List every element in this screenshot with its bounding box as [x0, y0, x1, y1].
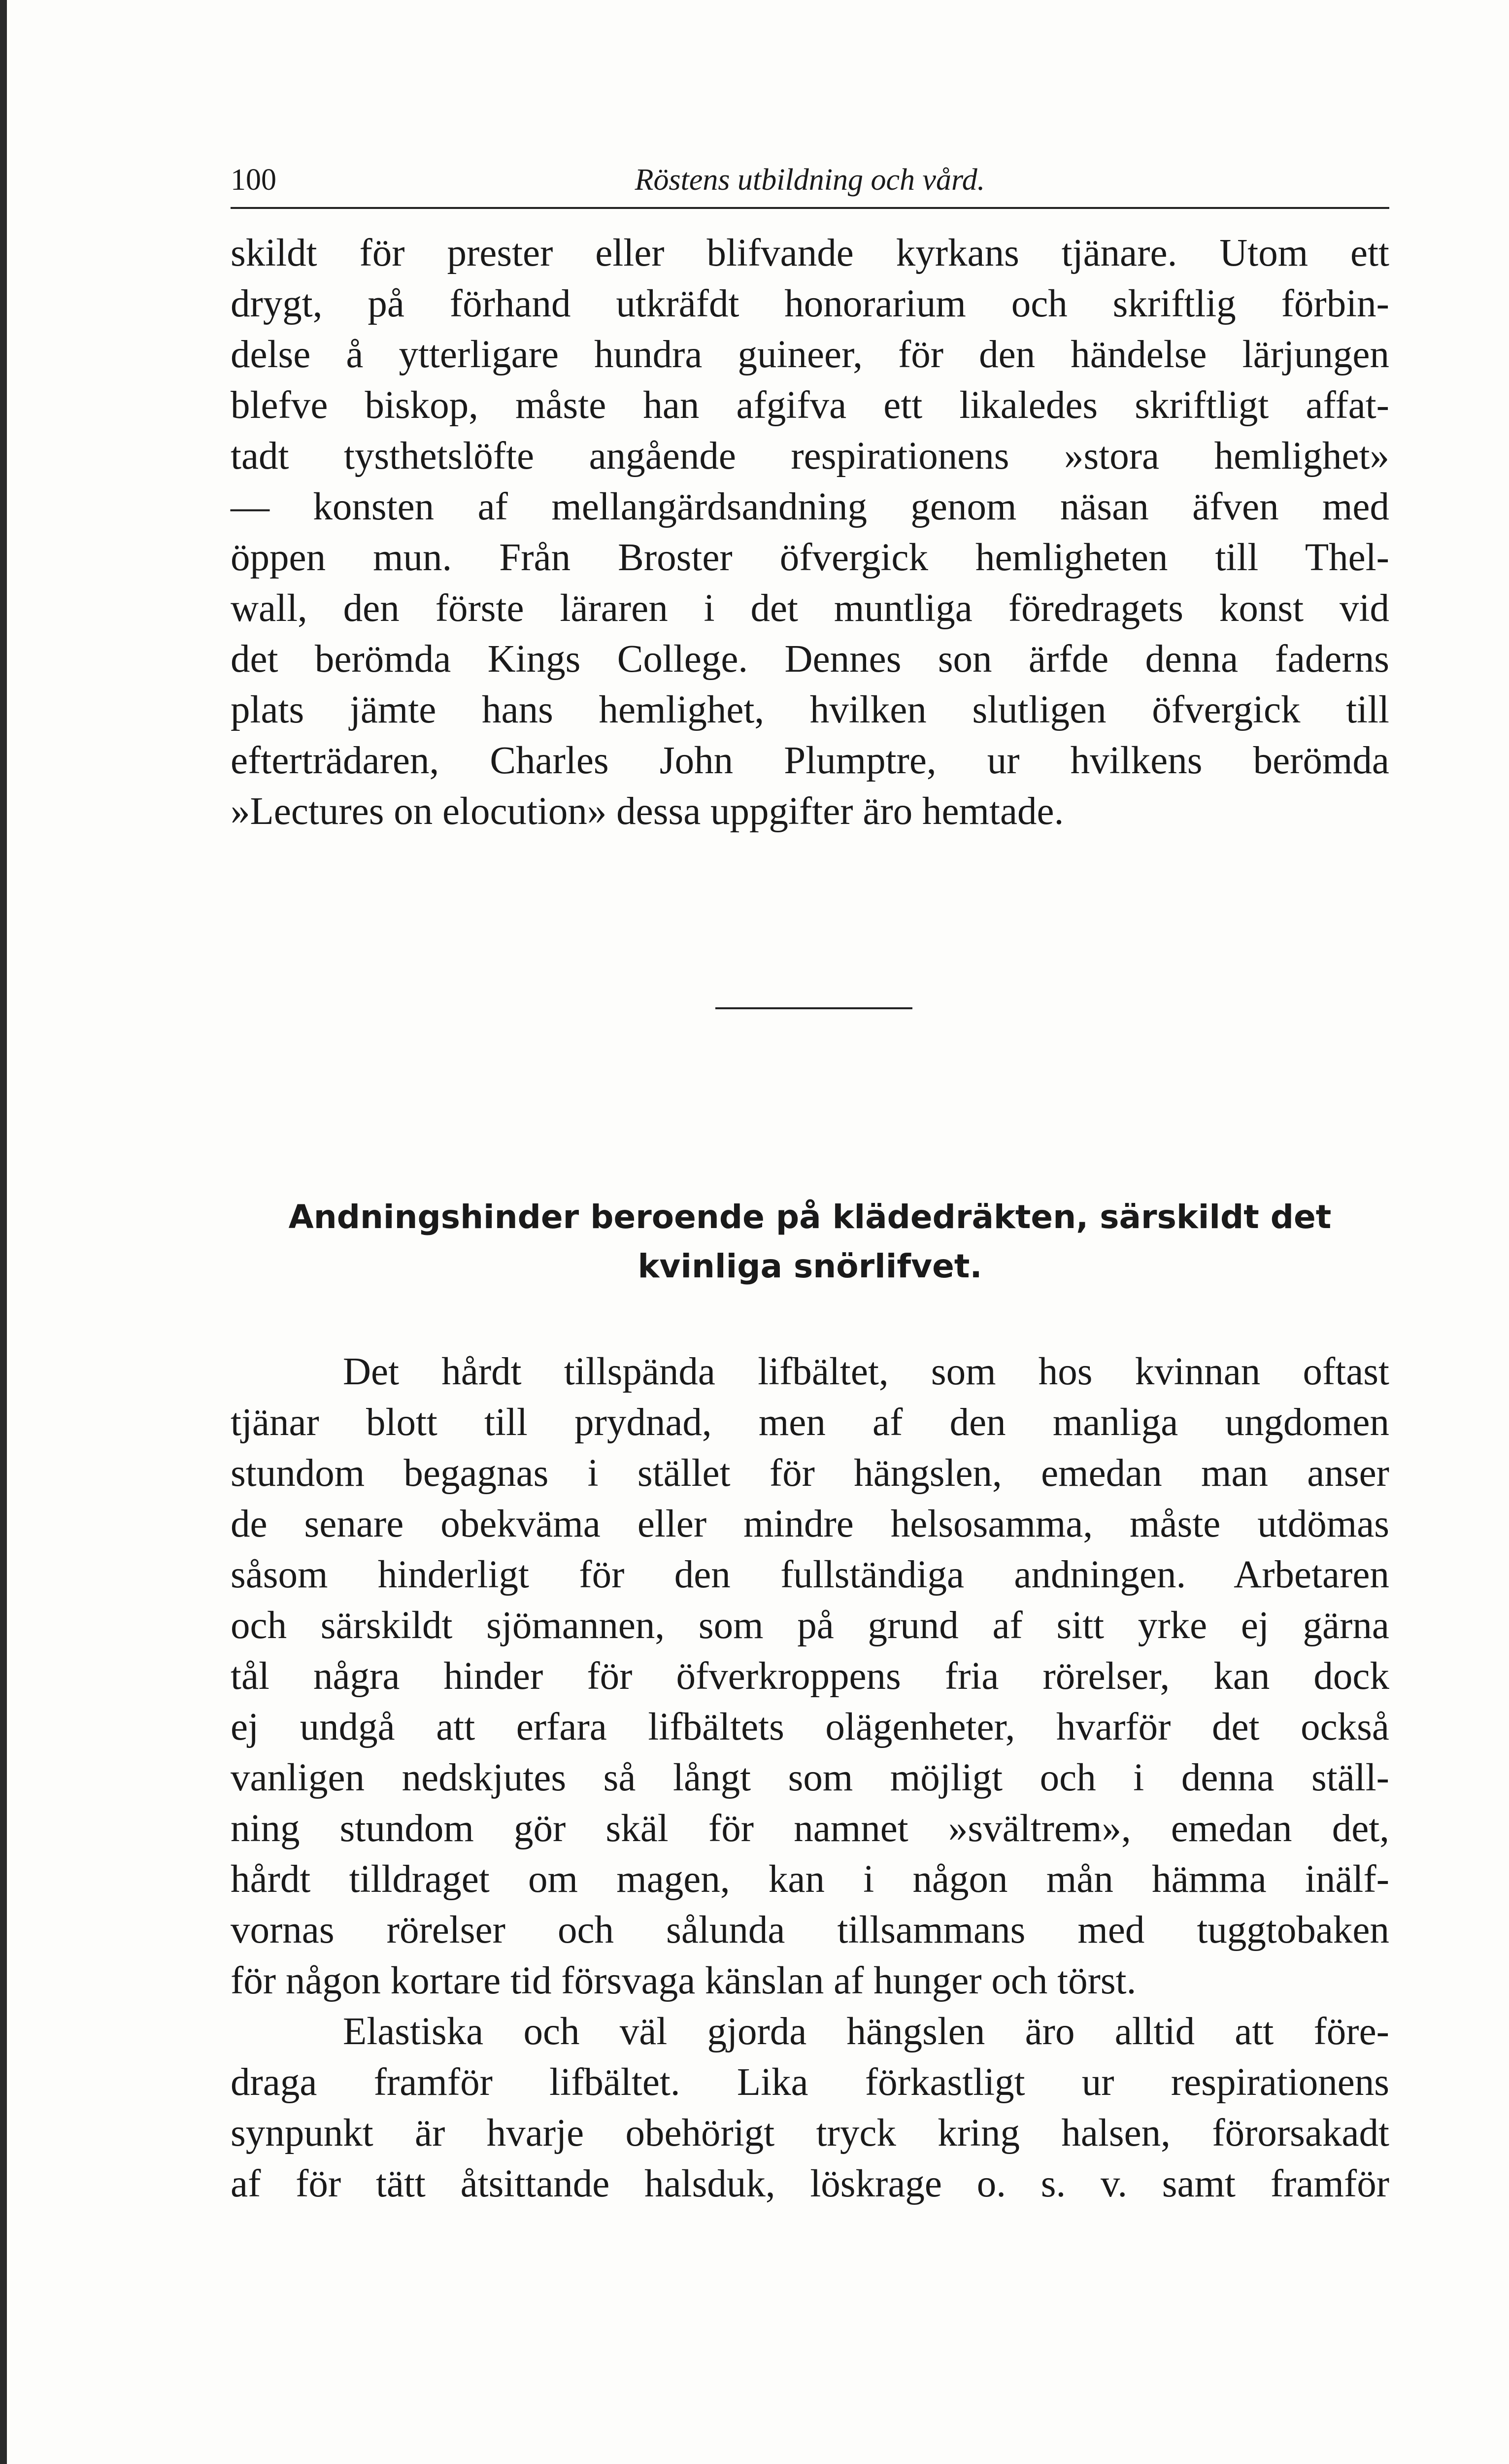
scan-edge [0, 0, 7, 2464]
text-line: draga framför lifbältet. Lika förkastligt ur respirationens [231, 2061, 1389, 2104]
running-title: Röstens utbildning och vård. [635, 163, 985, 197]
text-line: »Lectures on elocution» dessa uppgifter äro hemtade. [231, 790, 1064, 833]
paragraph-1 [231, 228, 1389, 837]
text-line: för någon kortare tid försvaga känslan af hunger och törst. [231, 1959, 1137, 2002]
text-line: såsom hinderligt för den fullständiga andningen. Arbetaren [231, 1553, 1389, 1596]
section-divider [715, 1007, 912, 1009]
text-line: vornas rörelser och sålunda tillsammans med tuggtobaken [231, 1909, 1389, 1951]
text-line: öppen mun. Från Broster öfvergick hemligheten till Thel- [231, 536, 1389, 579]
page-number: 100 [231, 163, 276, 197]
text-line: stundom begagnas i stället för hängslen, emedan man anser [231, 1452, 1389, 1495]
header-rule [231, 207, 1389, 209]
section-heading-line-1: Andningshinder beroende på klädedräkten, särskildt det [288, 1198, 1332, 1236]
text-line: vanligen nedskjutes så långt som möjligt och i denna ställ- [231, 1756, 1389, 1799]
text-line: af för tätt åtsittande halsduk, löskrage o. s. v. samt framför [231, 2162, 1389, 2205]
text-line: plats jämte hans hemlighet, hvilken slutligen öfvergick till [231, 688, 1389, 731]
text-line: efterträdaren, Charles John Plumptre, ur hvilkens berömda [231, 739, 1389, 782]
page-header [231, 157, 1389, 201]
section-heading-line-2: kvinliga snörlifvet. [637, 1247, 982, 1285]
text-line: och särskildt sjömannen, som på grund af sitt yrke ej gärna [231, 1604, 1389, 1647]
text-line: blefve biskop, måste han afgifva ett likaledes skriftligt affat- [231, 384, 1389, 427]
text-line: tjänar blott till prydnad, men af den manliga ungdomen [231, 1401, 1389, 1444]
text-line: tål några hinder för öfverkroppens fria rörelser, kan dock [231, 1655, 1389, 1698]
text-line: — konsten af mellangärdsandning genom näsan äfven med [231, 485, 1389, 528]
text-line: Elastiska och väl gjorda hängslen äro alltid att före- [343, 2010, 1389, 2053]
text-line: hårdt tilldraget om magen, kan i någon mån hämma inälf- [231, 1858, 1389, 1901]
text-line: det berömda Kings College. Dennes son ärfde denna faderns [231, 638, 1389, 681]
text-line: skildt för prester eller blifvande kyrkans tjänare. Utom ett [231, 232, 1389, 274]
section-heading [231, 1193, 1389, 1291]
text-line: ej undgå att erfara lifbältets olägenheter, hvarför det också [231, 1706, 1389, 1748]
text-line: tadt tysthetslöfte angående respirationens »stora hemlighet» [231, 435, 1389, 478]
text-line: Det hårdt tillspända lifbältet, som hos kvinnan oftast [343, 1350, 1389, 1393]
paragraph-2-and-3 [231, 1346, 1389, 2209]
text-line: drygt, på förhand utkräfdt honorarium och skriftlig förbin- [231, 282, 1389, 325]
text-line: delse å ytterligare hundra guineer, för den händelse lärjungen [231, 333, 1389, 376]
text-line: synpunkt är hvarje obehörigt tryck kring halsen, förorsakadt [231, 2112, 1389, 2155]
text-line: wall, den förste läraren i det muntliga föredragets konst vid [231, 587, 1389, 630]
text-line: ning stundom gör skäl för namnet »svältrem», emedan det, [231, 1807, 1389, 1850]
text-line: de senare obekväma eller mindre helsosamma, måste utdömas [231, 1503, 1389, 1545]
